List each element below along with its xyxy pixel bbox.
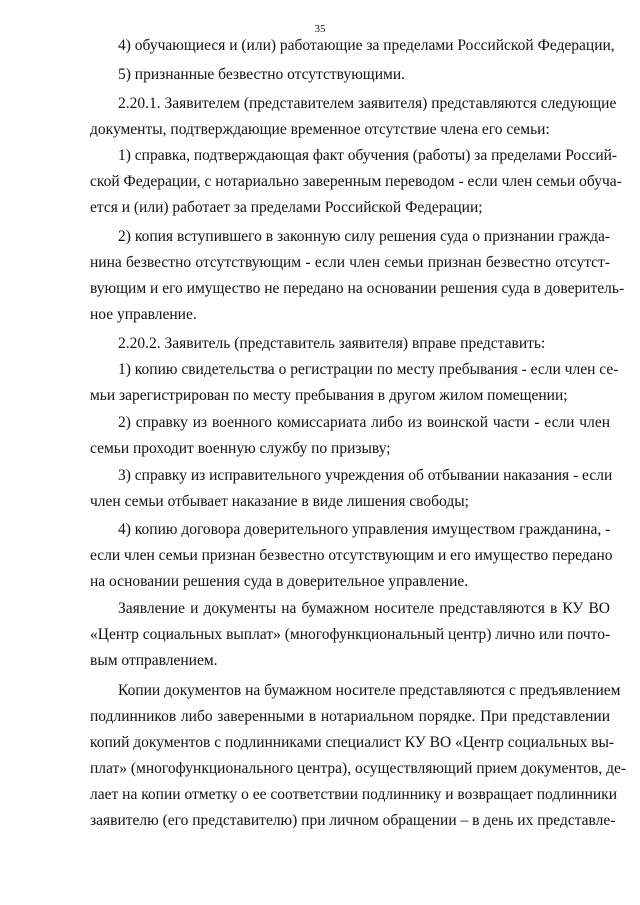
text-line: плат» (многофункционального центра), осуществляющий прием документов, де-	[90, 760, 627, 777]
text-line: ное управление.	[90, 306, 197, 323]
text-line: член семьи отбывает наказание в виде лишения свободы;	[90, 493, 469, 510]
text-line: копий документов с подлинниками специалист КУ ВО «Центр социальных вы-	[90, 734, 615, 751]
text-line: мьи зарегистрирован по месту пребывания в другом жилом помещении;	[90, 387, 568, 404]
text-line: «Центр социальных выплат» (многофункциональный центр) лично или почто-	[90, 626, 611, 643]
text-line: семьи проходит военную службу по призыву;	[90, 440, 391, 457]
text-line: 4) копию договора доверительного управления имуществом гражданина, -	[118, 521, 611, 538]
text-line: Заявление и документы на бумажном носителе представляются в КУ ВО	[118, 600, 610, 617]
text-line: документы, подтверждающие временное отсутствие члена его семьи:	[90, 121, 550, 138]
text-line: 5) признанные безвестно отсутствующими.	[118, 66, 405, 83]
text-line: 2) копия вступившего в законную силу решения суда о признании гражда-	[118, 228, 610, 245]
text-line: 3) справку из исправительного учреждения об отбывании наказания - если	[118, 467, 613, 484]
text-line: 2.20.2. Заявитель (представитель заявителя) вправе представить:	[118, 335, 546, 352]
text-line: лает на копии отметку о ее соответствии подлиннику и возвращает подлинники	[90, 786, 617, 803]
text-line: 1) копию свидетельства о регистрации по месту пребывания - если член се-	[118, 361, 619, 378]
text-line: нина безвестно отсутствующим - если член семьи признан безвестно отсутст-	[90, 254, 610, 271]
text-line: вующим и его имущество не передано на основании решения суда в доверитель-	[90, 280, 625, 297]
text-line: заявителю (его представителю) при личном обращении – в день их представле-	[90, 812, 616, 829]
text-line: 2) справку из военного комиссариата либо из воинской части - если член	[118, 414, 610, 431]
text-line: ской Федерации, с нотариально заверенным переводом - если член семьи обуча-	[90, 173, 622, 190]
text-line: Копии документов на бумажном носителе представляются с предъявлением	[118, 682, 621, 699]
text-line: 4) обучающиеся и (или) работающие за пределами Российской Федерации,	[118, 37, 615, 54]
text-line: на основании решения суда в доверительное управление.	[90, 573, 469, 590]
text-line: если член семьи признан безвестно отсутствующим и его имущество передано	[90, 547, 613, 564]
text-line: 2.20.1. Заявителем (представителем заявителя) представляются следующие	[118, 95, 617, 112]
text-line: ется и (или) работает за пределами Российской Федерации;	[90, 199, 483, 216]
text-line: вым отправлением.	[90, 652, 218, 669]
page-number: 35	[314, 23, 326, 35]
text-line: 1) справка, подтверждающая факт обучения (работы) за пределами Россий-	[118, 147, 618, 164]
text-line: подлинников либо заверенными в нотариальном порядке. При представлении	[90, 708, 610, 725]
